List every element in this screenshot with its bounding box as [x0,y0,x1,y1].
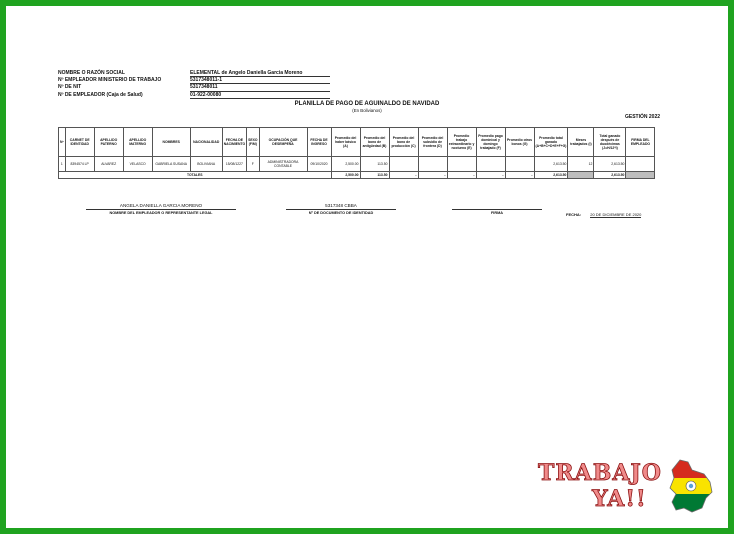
table-cell: 8394574 LP [65,157,94,172]
table-cell [505,157,534,172]
totals-cell: 2,613.50 [594,172,626,179]
document-number-caption: Nº DE DOCUMENTO DE IDENTIDAD [308,211,374,215]
table-cell: ADMINISTRADORA CONTABLE [259,157,307,172]
totals-cell: - [389,172,418,179]
fecha-value: 20 DE DICIEMBRE DE 2020 [590,212,642,217]
green-frame [6,6,728,528]
column-header: Meses trabajados (I) [568,128,594,157]
ministry-number-value: 5317348011-1 [190,77,330,84]
document-subtitle: (En Bolivianos) [352,108,382,113]
fecha-label: FECHA: [566,212,582,217]
gestion-label: GESTIÓN 2022 [624,114,660,120]
totals-cell: - [418,172,447,179]
column-header: FECHA DE INGRESO [307,128,331,157]
table-cell [626,157,655,172]
totals-cell: - [476,172,505,179]
nit-label: Nº DE NIT [58,84,82,91]
trabajo-ya-logo [538,458,728,518]
table-cell [418,157,447,172]
table-cell: VELASCO [123,157,152,172]
table-cell: 1 [59,157,66,172]
table-cell: 09/10/2020 [307,157,331,172]
employer-signatory-caption: NOMBRE DEL EMPLEADOR O REPRESENTANTE LEGAL [109,211,213,215]
totals-label: TOTALES [59,172,332,179]
logo-line-2: YA!! [592,486,647,512]
column-header: APELLIDO MATERNO [123,128,152,157]
table-row [59,157,655,172]
table-cell [476,157,505,172]
employer-name-value: ELEMENTAL de Angelo Daniella Garcia Moreno [190,70,330,77]
totals-cell: 113.50 [360,172,389,179]
fecha-block [566,212,666,217]
column-header: Promedio del bono de antigüedad (B) [360,128,389,157]
health-number-label: Nº DE EMPLEADOR (Caja de Salud) [58,91,143,98]
table-header-row [59,128,655,157]
column-header: Promedio del haber básico (A) [331,128,360,157]
nit-value: 5317348011 [190,84,330,91]
column-header: Total ganado después de duodécimas (J=H/12*I) [594,128,626,157]
column-header: FECHA DE NACIMIENTO [222,128,246,157]
employer-signature-block [86,203,236,215]
table-cell: BOLIVIANA [190,157,222,172]
employer-name-label: NOMBRE O RAZÓN SOCIAL [58,70,125,76]
column-header: Promedio pago dominical y domingo trabajado (F) [476,128,505,157]
document-title: PLANILLA DE PAGO DE AGUINALDO DE NAVIDAD [294,101,440,107]
column-header: Promedio del bono de producción (C) [389,128,418,157]
employer-name-row [58,70,330,77]
totals-cell: - [505,172,534,179]
column-header: OCUPACIÓN QUE DESEMPEÑA [259,128,307,157]
table-cell [447,157,476,172]
health-number-row [58,92,330,99]
ministry-number-label: Nº EMPLEADOR MINISTERIO DE TRABAJO [58,77,162,84]
table-cell: 113.50 [360,157,389,172]
column-header: SEXO (F/M) [247,128,259,157]
firma-caption: FIRMA [490,211,504,215]
payroll-table [58,127,655,179]
totals-cell: 2,500.00 [331,172,360,179]
totals-row [59,172,655,179]
column-header: APELLIDO PATERNO [94,128,123,157]
table-cell: F [247,157,259,172]
firma-line [452,203,542,210]
table-cell: ALVAREZ [94,157,123,172]
totals-cell: 2,613.50 [534,172,568,179]
document-page [6,6,728,528]
column-header: Promedio otros bonos (G) [505,128,534,157]
column-header: NOMBRES [152,128,190,157]
totals-cell [626,172,655,179]
nit-row [58,84,330,91]
logo-line-1: TRABAJO [538,460,662,486]
column-header: Promedio del subsidio de frontera (D) [418,128,447,157]
table-cell: 15/08/1227 [222,157,246,172]
totals-cell: - [447,172,476,179]
health-number-value: 01-922-00080 [190,92,330,99]
column-header: Nº [59,128,66,157]
totals-cell [568,172,594,179]
document-number-block [286,203,396,215]
table-cell: 2,613.50 [534,157,568,172]
document-number-value: 5317348 CBBA [286,203,396,210]
column-header: CARNET DE IDENTIDAD [65,128,94,157]
ministry-number-row [58,77,330,84]
column-header: Promedio total ganado (A+B+C+D+E+F+G) [534,128,568,157]
table-cell: 2,500.00 [331,157,360,172]
employer-signatory-name: ANGELA DANIELLA GARCIA MORENO [86,203,236,210]
column-header: Promedio trabajo extraordinario y nocturno (E) [447,128,476,157]
firma-block [452,203,542,215]
table-cell: 2,613.50 [594,157,626,172]
table-cell: GABRIELA SUSANA [152,157,190,172]
column-header: NACIONALIDAD [190,128,222,157]
employer-info [58,70,330,99]
bolivia-map-icon [666,458,716,514]
table-cell [389,157,418,172]
table-cell: 12 [568,157,594,172]
column-header: FIRMA DEL EMPLEADO [626,128,655,157]
